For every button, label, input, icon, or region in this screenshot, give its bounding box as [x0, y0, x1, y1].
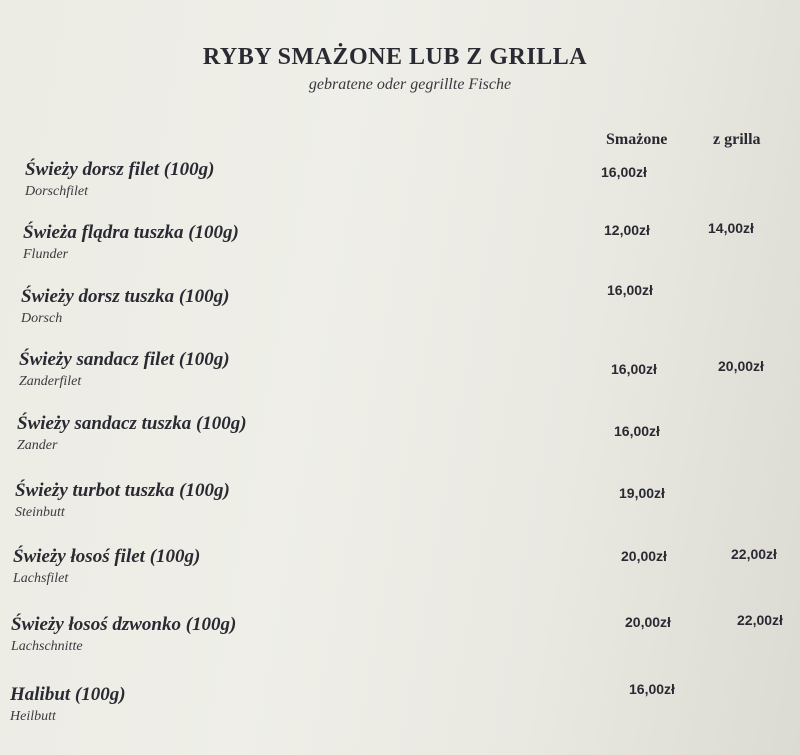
- item-name: Świeży dorsz filet (100g): [25, 159, 215, 180]
- item-translation: Steinbutt: [15, 505, 65, 520]
- column-header-grill: z grilla: [713, 131, 761, 148]
- price-grill: 20,00zł: [718, 358, 764, 374]
- menu-item: [10, 684, 126, 725]
- item-name: Świeży turbot tuszka (100g): [15, 480, 230, 501]
- price-fried: 12,00zł: [604, 222, 650, 238]
- price-grill: 22,00zł: [731, 546, 777, 562]
- menu-item: [13, 546, 200, 587]
- price-fried: 19,00zł: [619, 485, 665, 501]
- price-fried: 16,00zł: [601, 164, 647, 180]
- price-fried: 20,00zł: [621, 548, 667, 564]
- column-header-fried: Smażone: [606, 131, 668, 148]
- item-name: Świeży dorsz tuszka (100g): [21, 286, 230, 307]
- page-title: RYBY SMAŻONE LUB Z GRILLA: [202, 44, 588, 70]
- item-translation: Dorschfilet: [25, 184, 88, 199]
- price-fried: 16,00zł: [614, 423, 660, 439]
- item-translation: Zanderfilet: [19, 374, 82, 389]
- item-name: Świeża flądra tuszka (100g): [23, 222, 239, 243]
- price-grill: 22,00zł: [737, 612, 783, 628]
- price-fried: 16,00zł: [629, 681, 675, 697]
- menu-item: [19, 349, 230, 390]
- item-name: Świeży sandacz filet (100g): [19, 349, 230, 370]
- item-translation: Heilbutt: [10, 709, 56, 724]
- item-name: Świeży sandacz tuszka (100g): [17, 413, 247, 434]
- item-translation: Zander: [17, 438, 58, 453]
- price-grill: 14,00zł: [708, 220, 754, 236]
- menu-item: [21, 286, 230, 327]
- item-translation: Lachschnitte: [11, 639, 83, 654]
- item-translation: Lachsfilet: [13, 571, 69, 586]
- item-name: Świeży łosoś dzwonko (100g): [11, 614, 237, 635]
- price-fried: 20,00zł: [625, 614, 671, 630]
- menu-item: [11, 614, 236, 655]
- menu-item: [23, 222, 239, 263]
- price-fried: 16,00zł: [607, 282, 653, 298]
- item-name: Halibut (100g): [10, 684, 126, 705]
- price-fried: 16,00zł: [611, 361, 657, 377]
- item-translation: Dorsch: [21, 311, 63, 326]
- menu-item: [17, 413, 247, 454]
- page-subtitle: gebratene oder gegrillte Fische: [308, 76, 512, 93]
- item-name: Świeży łosoś filet (100g): [13, 546, 201, 567]
- menu-item: [25, 159, 214, 200]
- menu-item: [15, 480, 230, 521]
- item-translation: Flunder: [23, 247, 69, 262]
